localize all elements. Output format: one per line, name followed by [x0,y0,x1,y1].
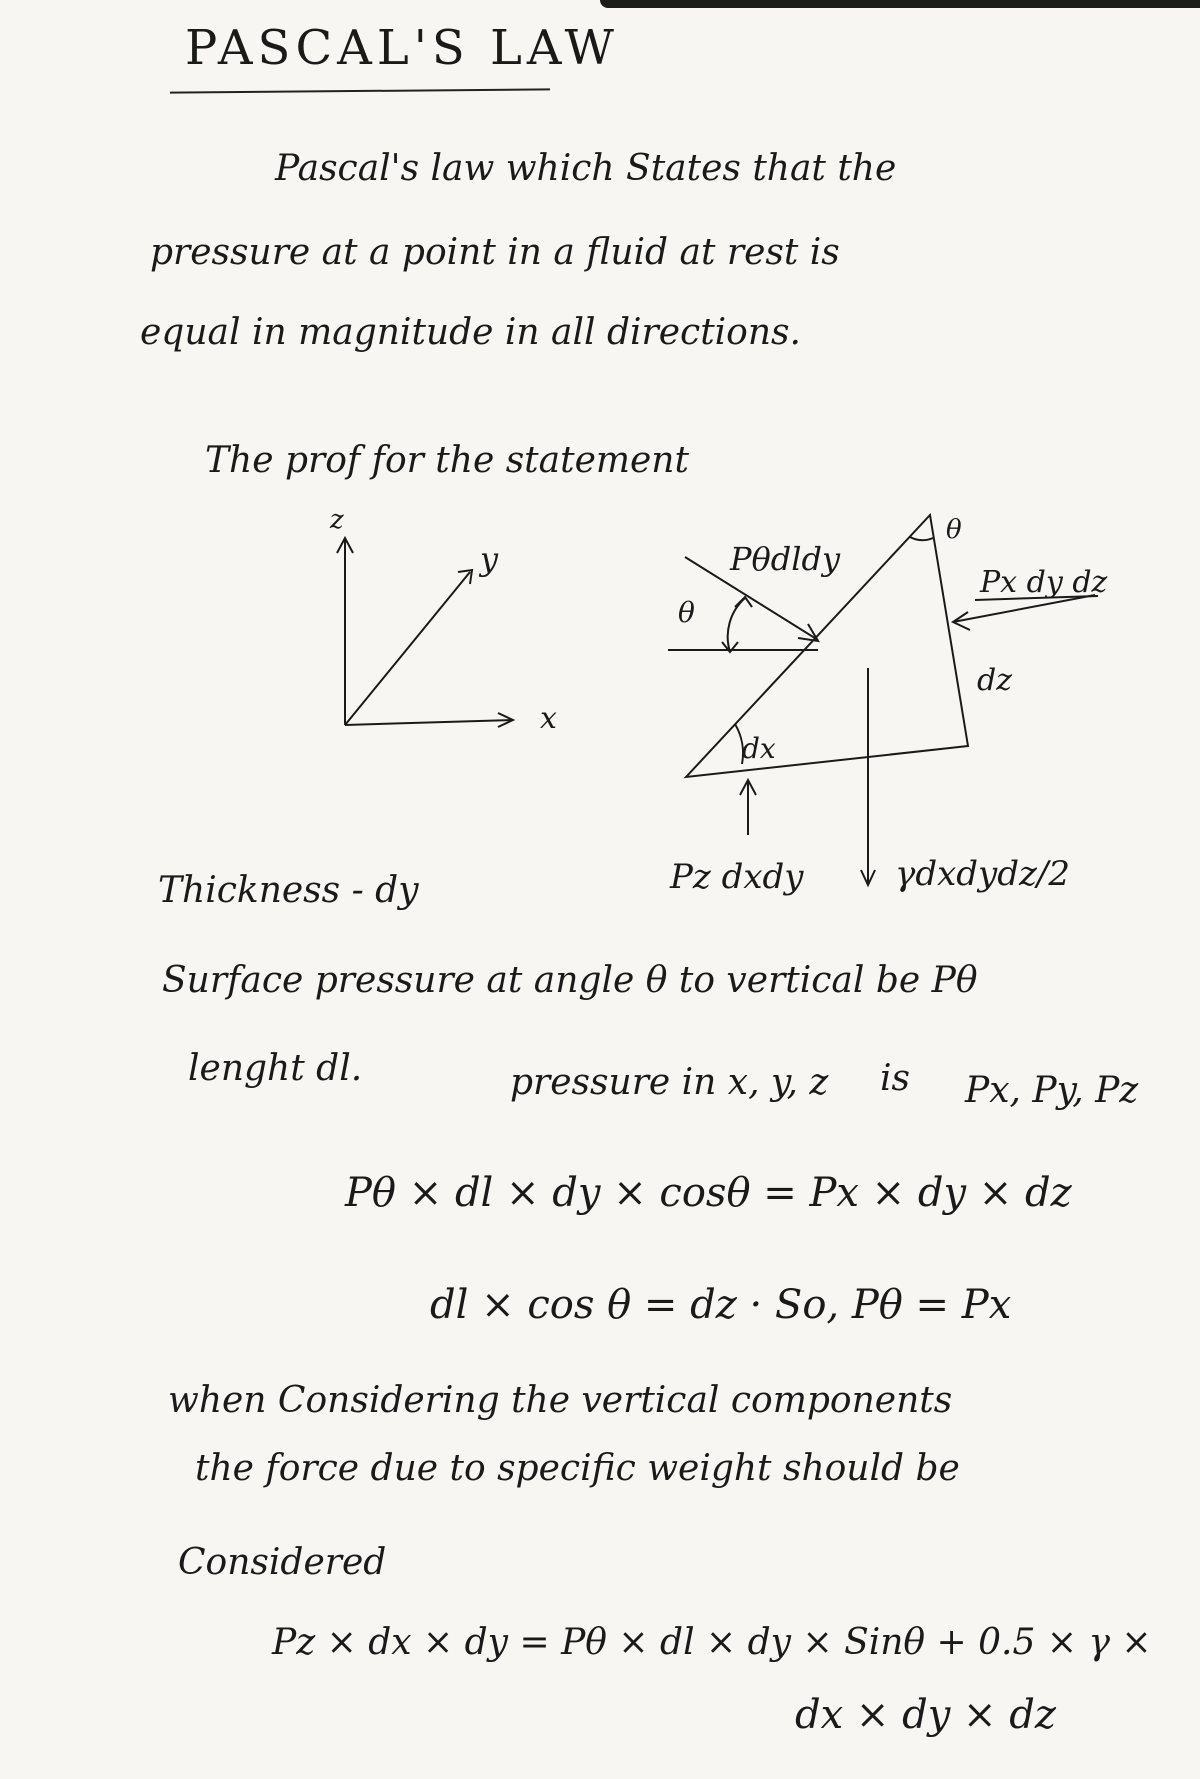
x-axis [345,720,512,725]
thickness-note: Thickness - dy [158,870,419,911]
equation-horizontal-balance: Pθ × dl × dy × cosθ = Px × dy × dz [345,1170,1072,1216]
equation-vertical-balance-line-1: Pz × dx × dy = Pθ × dl × dy × Sinθ + 0.5 × γ × [272,1622,1152,1663]
statement-line-3: equal in magnitude in all directions. [140,312,801,353]
y-axis [345,572,470,725]
pressure-components-label: pressure in x, y, z [510,1062,829,1103]
weight-label: γdxdydz/2 [895,854,1070,894]
page-title: PASCAL'S LAW [185,20,619,76]
p-theta-label: Pθdldy [730,540,841,578]
y-axis-label: y [480,540,499,578]
equation-px-result: dl × cos θ = dz · So, Pθ = Px [430,1282,1012,1328]
pressure-components-values: Px, Py, Pz [965,1070,1139,1111]
vertical-components-line-1: when Considering the vertical components [168,1380,953,1421]
surface-pressure-line: Surface pressure at angle θ to vertical be Pθ [162,960,978,1001]
dz-label: dz [977,663,1013,698]
length-label: lenght dl. [188,1048,363,1089]
theta-top-label: θ [946,515,962,545]
vertical-components-line-3: Considered [178,1542,387,1583]
vertical-components-line-2: the force due to specific weight should be [195,1448,960,1489]
equation-vertical-balance-line-2: dx × dy × dz [795,1692,1056,1738]
theta-left-label: θ [678,596,695,629]
is-word: is [880,1058,910,1099]
theta-arc-arrow-top [735,597,752,607]
z-axis-label: z [330,505,344,535]
pz-label: Pz dxdy [670,857,804,897]
proof-heading: The prof for the statement [205,440,689,481]
dx-label: dx [742,732,776,765]
angle-arc-top [910,537,933,540]
statement-line-1: Pascal's law which States that the [275,148,897,189]
px-label: Px dy dz [980,565,1108,600]
statement-line-2: pressure at a point in a fluid at rest is [150,232,840,273]
x-axis-label: x [540,701,557,736]
